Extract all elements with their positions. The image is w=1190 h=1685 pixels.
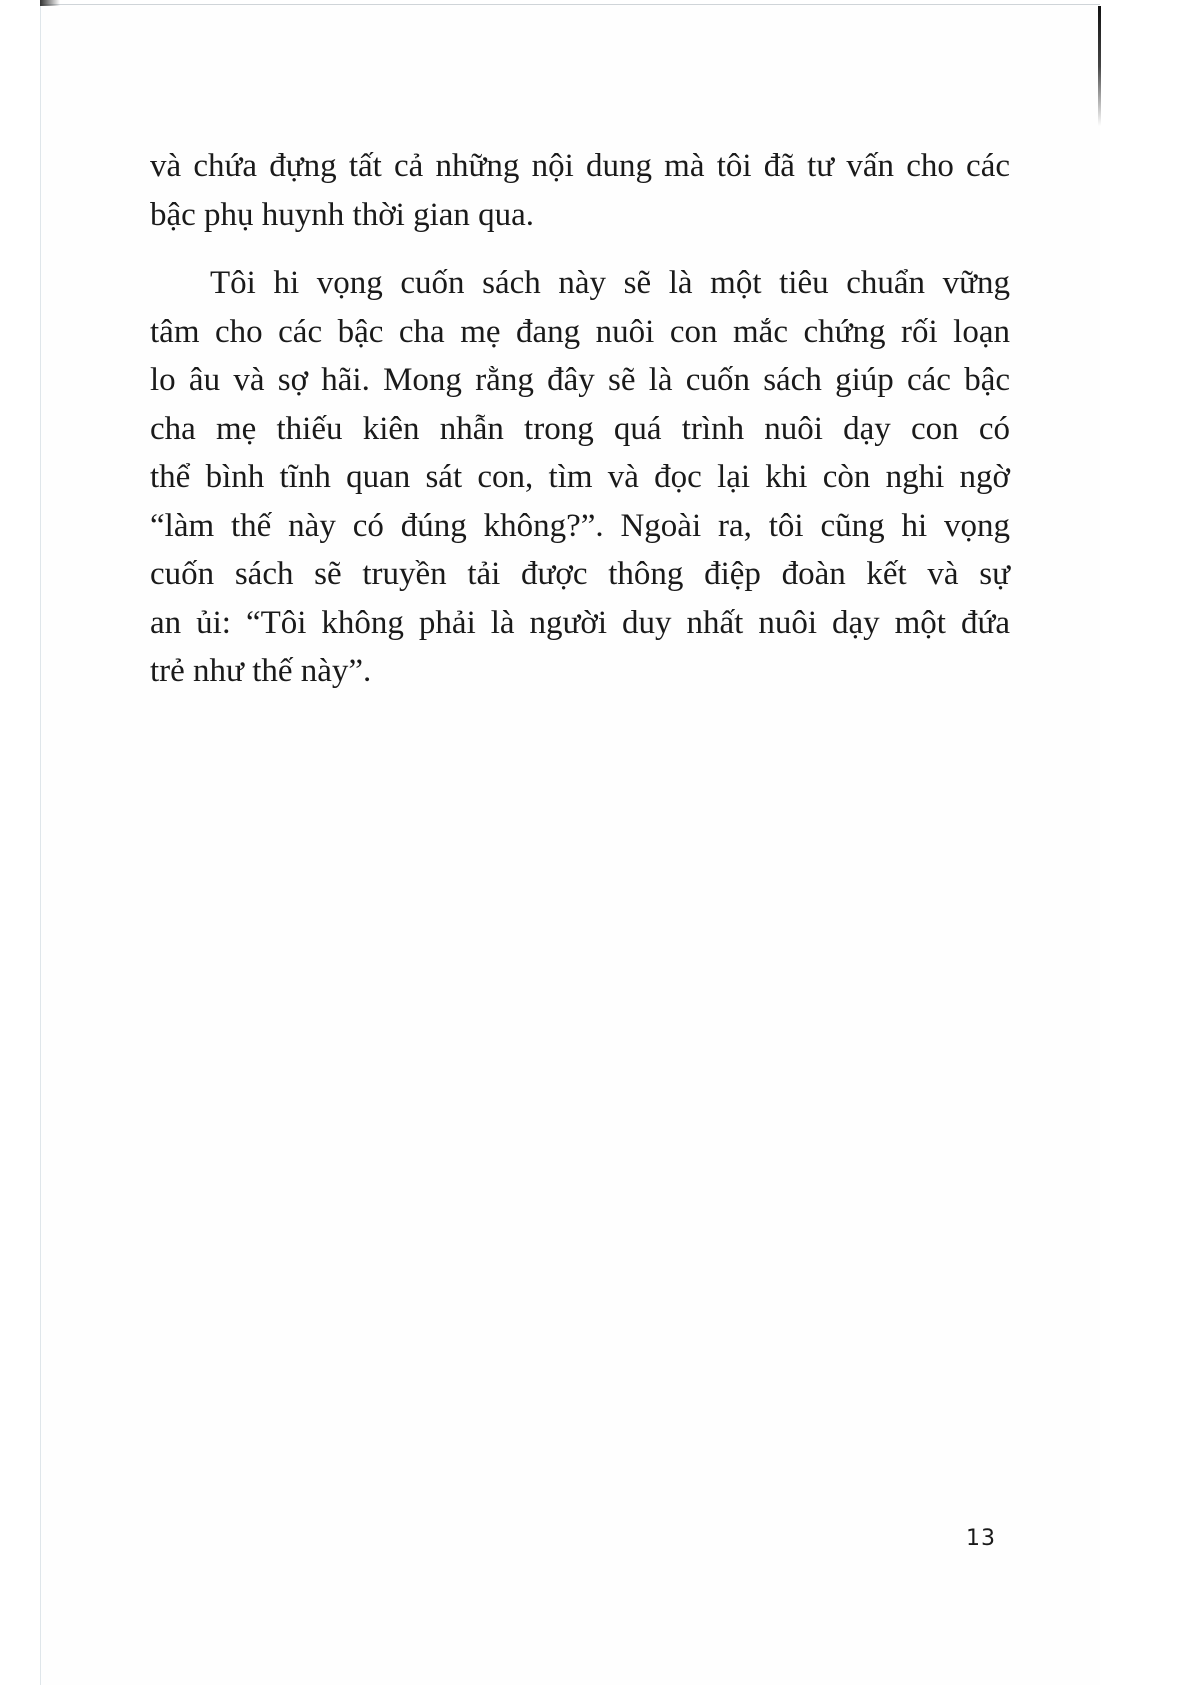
page-edge-shadow — [1098, 6, 1101, 126]
text-line: thể bình tĩnh quan sát con, tìm và đọc lại khi còn nghi ngờ — [150, 459, 1010, 495]
text-line: cha mẹ thiếu kiên nhẫn trong quá trình nuôi dạy con có — [150, 410, 1010, 447]
text-line: cuốn sách sẽ truyền tải được thông điệp đoàn kết và sự — [150, 556, 1010, 592]
text-line: lo âu và sợ hãi. Mong rằng đây sẽ là cuốn sách giúp các bậc — [150, 362, 1010, 398]
text-line: “làm thế này có đúng không?”. Ngoài ra, tôi cũng hi vọng — [150, 507, 1010, 544]
text-line: an ủi: “Tôi không phải là người duy nhất nuôi dạy một đứa — [150, 604, 1010, 641]
paragraph-2 — [150, 259, 1010, 696]
body-text — [150, 142, 1010, 696]
page-number: 13 — [966, 1526, 996, 1551]
text-line: Tôi hi vọng cuốn sách này sẽ là một tiêu chuẩn vững — [210, 265, 1010, 301]
text-line: trẻ như thế này”. — [150, 653, 372, 689]
paragraph-1 — [150, 142, 1010, 239]
text-line: và chứa đựng tất cả những nội dung mà tôi đã tư vấn cho các — [150, 148, 1010, 184]
text-line: bậc phụ huynh thời gian qua. — [150, 196, 535, 233]
page-corner-shadow — [40, 0, 60, 6]
paragraph-gap — [150, 239, 1010, 259]
text-line: tâm cho các bậc cha mẹ đang nuôi con mắc chứng rối loạn — [150, 313, 1010, 350]
